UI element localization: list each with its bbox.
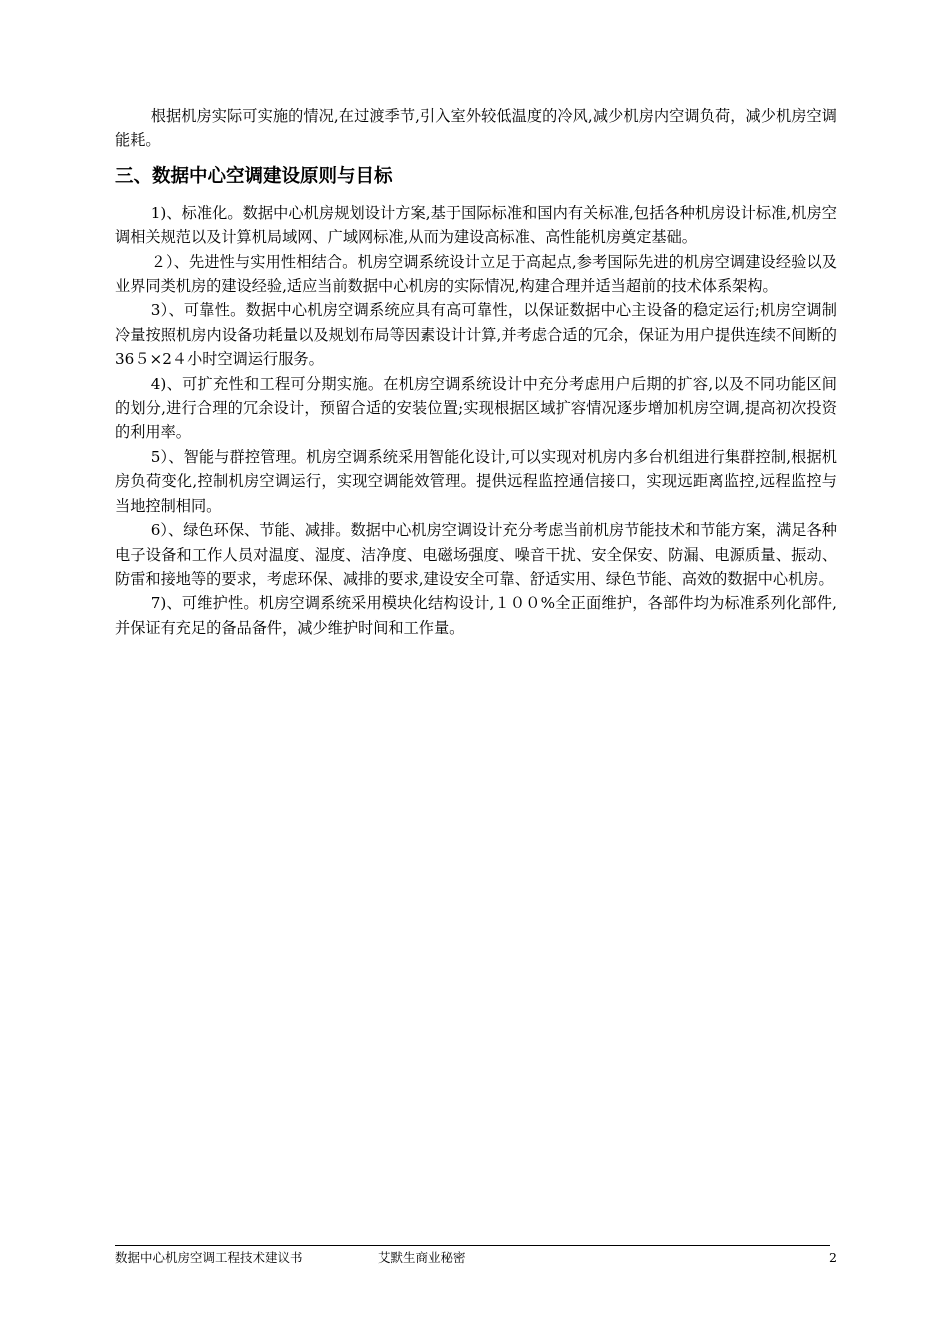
footer-page-number: 2 <box>829 1250 837 1265</box>
footer-confidential-notice: 艾默生商业秘密 <box>378 1250 466 1265</box>
footer-document-title: 数据中心机房空调工程技术建议书 <box>115 1250 303 1265</box>
principle-paragraph-1: 1)、标准化。数据中心机房规划设计方案,基于国际标准和国内有关标准,包括各种机房设计标准,机房空调相关规范以及计算机局域网、广域网标准,从而为建设高标准、高性能机房奠定基础。 <box>115 203 837 247</box>
principle-paragraph-2: ２）、先进性与实用性相结合。机房空调系统设计立足于高起点,参考国际先进的机房空调建设经验以及业界同类机房的建设经验,适应当前数据中心机房的实际情况,构建合理并适当超前的技术体系架构。 <box>115 252 837 296</box>
footer-divider <box>115 1245 830 1246</box>
principle-paragraph-6: 6）、绿色环保、节能、减排。数据中心机房空调设计充分考虑当前机房节能技术和节能方案，满足各种电子设备和工作人员对温度、湿度、洁净度、电磁场强度、噪音干扰、安全保安、防漏、电源质量、振动、防雷和接地等的要求，考虑环保、减排的要求,建设安全可靠、舒适实用、绿色节能、高效的数据中心机房。 <box>115 521 837 588</box>
principle-paragraph-7: 7)、可维护性。机房空调系统采用模块化结构设计,１００%全正面维护，各部件均为标准系列化部件,并保证有充足的备品备件，减少维护时间和工作量。 <box>115 594 837 637</box>
principle-paragraph-3: 3）、可靠性。数据中心机房空调系统应具有高可靠性，以保证数据中心主设备的稳定运行;机房空调制冷量按照机房内设备功耗量以及规划布局等因素设计计算,并考虑合适的冗余，保证为用户提供连续不间断的36５×2４小时空调运行服务。 <box>115 301 837 369</box>
page-body <box>115 104 837 640</box>
intro-paragraph: 根据机房实际可实施的情况,在过渡季节,引入室外较低温度的冷风,减少机房内空调负荷，减少机房空调能耗。 <box>115 107 837 150</box>
principle-paragraph-5: 5）、智能与群控管理。机房空调系统采用智能化设计,可以实现对机房内多台机组进行集群控制,根据机房负荷变化,控制机房空调运行，实现空调能效管理。提供远程监控通信接口，实现远距离监控,远程监控与当地控制相同。 <box>115 447 837 515</box>
principle-paragraph-4: 4)、可扩充性和工程可分期实施。在机房空调系统设计中充分考虑用户后期的扩容,以及不同功能区间的划分,进行合理的冗余设计，预留合适的安装位置;实现根据区域扩容情况逐步增加机房空调,提高初次投资的利用率。 <box>115 374 837 442</box>
section-heading: 三、数据中心空调建设原则与目标 <box>115 165 393 187</box>
